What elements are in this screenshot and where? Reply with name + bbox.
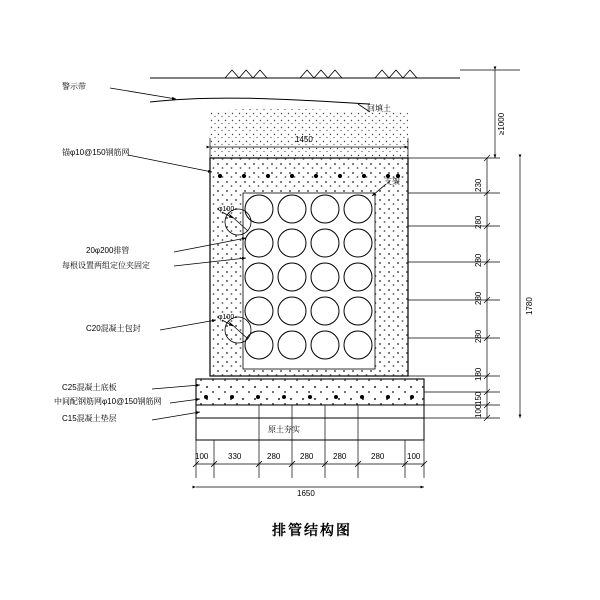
ground-line — [150, 70, 460, 78]
dim-h-280-1: 280 — [267, 452, 281, 461]
label-mesh-top: 锚φ10@150钢筋网 — [62, 148, 130, 157]
label-compacted-soil: 原土夯实 — [268, 425, 300, 434]
backfill-region — [210, 108, 408, 158]
dim-v-100: 100 — [474, 404, 483, 418]
label-phi100-lower: φ100 — [218, 314, 235, 321]
label-concrete-encase: C20混凝土包封 — [86, 324, 141, 333]
label-warning-tape: 警示带 — [62, 82, 86, 91]
dim-v-280-4: 280 — [474, 329, 483, 343]
label-phi100-upper: φ100 — [218, 206, 235, 213]
dim-h-280-2: 280 — [300, 452, 314, 461]
dim-v-230: 230 — [474, 178, 483, 192]
label-mid-mesh: 中间配钢筋网φ10@150钢筋网 — [54, 397, 162, 406]
dim-v-280-3: 280 — [474, 291, 483, 305]
dim-total-height: 1780 — [525, 297, 534, 315]
dim-h-280-4: 280 — [371, 452, 385, 461]
label-cushion: C15混凝土垫层 — [62, 414, 117, 423]
cushion-layer — [196, 405, 424, 440]
dim-bottom-width: 1650 — [297, 489, 315, 498]
base-slab — [196, 379, 424, 405]
dim-h-100-right: 100 — [407, 452, 421, 461]
drawing-title: 排管结构图 — [272, 522, 352, 538]
label-base-slab: C25混凝土底板 — [62, 383, 117, 392]
dim-h-280-3: 280 — [333, 452, 347, 461]
dim-depth-cover: ≥1000 — [497, 112, 506, 135]
dim-v-150: 150 — [474, 391, 483, 405]
dim-v-280-1: 280 — [474, 215, 483, 229]
dim-h-100-left: 100 — [195, 452, 209, 461]
label-pipe-note-1: 20φ200排管 — [86, 246, 130, 255]
dim-v-180: 180 — [474, 367, 483, 381]
label-support: 支架 — [384, 177, 400, 186]
warning-tape-line — [150, 98, 370, 104]
dim-v-280-2: 280 — [474, 253, 483, 267]
label-backfill: 回填土 — [367, 104, 391, 113]
label-pipe-note-2: 每根设置两组定位夹固定 — [62, 261, 150, 270]
dim-top-width: 1450 — [295, 135, 313, 144]
dim-h-330: 330 — [228, 452, 242, 461]
